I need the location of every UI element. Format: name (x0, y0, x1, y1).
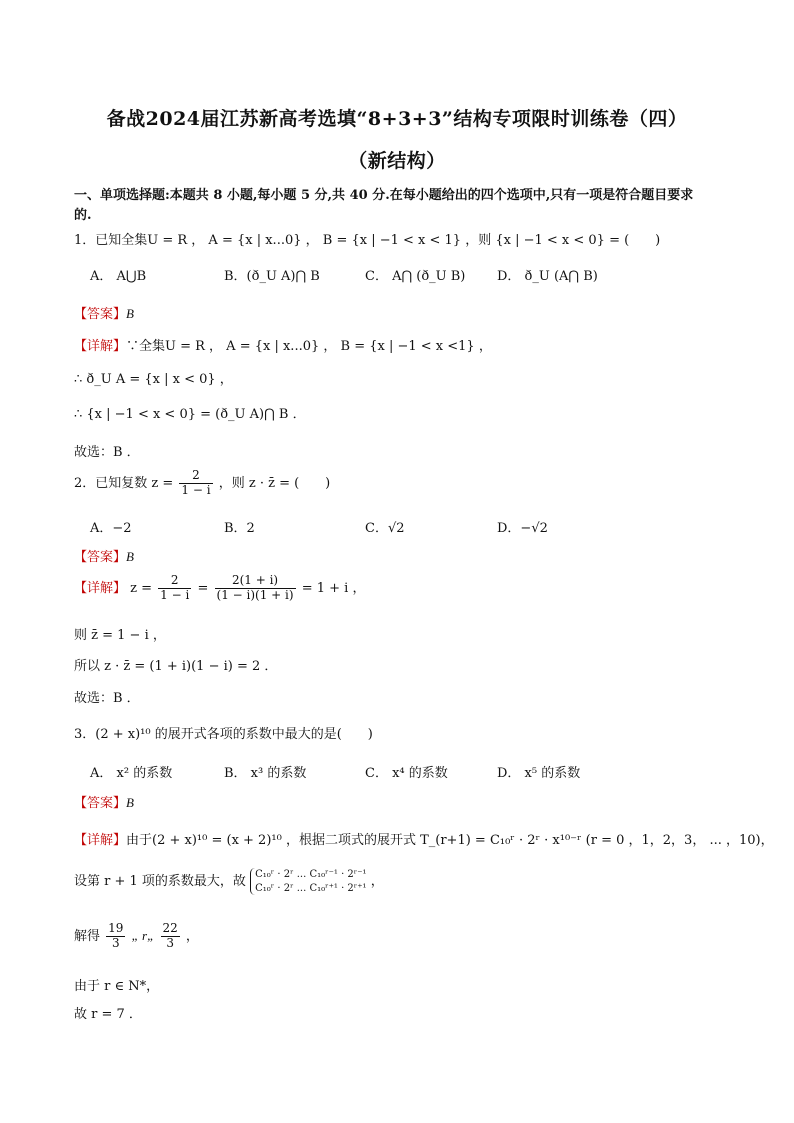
q2-stem (74, 469, 330, 498)
q3-d3-pre: 解得 (74, 928, 101, 944)
q2-frac-den: 1 − i (181, 482, 211, 497)
q2-detail-1 (74, 574, 365, 603)
exam-subtitle: （新结构） (348, 150, 446, 172)
q1-detail-1 (74, 335, 492, 354)
q1-answer-value: B (126, 306, 134, 321)
q3-detail-1 (74, 829, 774, 848)
q3-detail-5: 故 r = 7 ． (74, 1007, 142, 1022)
q2-fraction (179, 469, 212, 498)
q1-answer (74, 303, 134, 322)
q3-d3-mid: „ r„ (131, 927, 155, 943)
q3-option-d: D． x⁵ 的系数 (497, 766, 581, 781)
q2-option-d: D．−√2 (497, 521, 548, 536)
answer-tag: 【答案】 (74, 550, 127, 565)
detail-tag: 【详解】 (74, 339, 127, 354)
q3-option-b: B． x³ 的系数 (224, 766, 307, 781)
q3-ineq-row-2: C₁₀ʳ · 2ʳ ... C₁₀ʳ⁺¹ · 2ʳ⁺¹ (255, 882, 367, 894)
q3-detail-1-text: 由于(2 + x)¹⁰ = (x + 2)¹⁰ ，根据二项式的展开式 T_(r+1) = C₁₀ʳ · 2ʳ · x¹⁰⁻ʳ (r = 0 ，1，2，3， ... ，10)， (126, 833, 774, 848)
q2-option-c: C．√2 (365, 521, 405, 536)
q3-option-c: C． x⁴ 的系数 (365, 766, 448, 781)
q2-detail-4: 故选：B ． (74, 691, 140, 706)
q2-frac-num: 2 (179, 469, 212, 484)
q3-d3-frac-1-num: 19 (108, 921, 124, 935)
q2-option-a: A．−2 (90, 521, 132, 536)
q1-detail-3: ∴ {x | −1 < x < 0} = (ð_U A)⋂ B ． (74, 407, 306, 422)
q3-d3-frac-2-num: 22 (162, 921, 178, 935)
q1-detail-1-text: ∵全集U = R ， A = {x | x...0} ， B = {x | −1 < x <1} ， (126, 339, 492, 354)
section-heading-cont: 的. (74, 208, 92, 223)
q3-d3-frac-2-den: 3 (166, 935, 174, 950)
q2-d1-frac-2-den: (1 − i)(1 + i) (216, 587, 294, 602)
q2-detail-3: 所以 z · z̄ = (1 + i)(1 − i) = 2 ． (74, 659, 278, 674)
q3-detail-3 (74, 922, 199, 951)
q3-stem: 3．(2 + x)¹⁰ 的展开式各项的系数中最大的是( ) (74, 727, 373, 742)
q2-d1-frac-2 (215, 574, 296, 603)
q1-option-b: B．(ð_U A)⋂ B (224, 269, 320, 284)
q2-d1-frac-1-num: 2 (158, 574, 191, 589)
q3-answer-value: B (126, 795, 134, 810)
q1-detail-4: 故选：B ． (74, 445, 140, 460)
q1-detail-2: ∴ ð_U A = {x | x < 0} ， (74, 372, 233, 387)
q1-stem: 1．已知全集U = R ， A = {x | x...0} ， B = {x | −1 < x < 1} ，则 {x | −1 < x < 0} = ( ) (74, 233, 661, 248)
q2-detail-2: 则 z̄ = 1 − i ， (74, 628, 166, 643)
q1-option-d: D． ð_U (A⋂ B) (497, 269, 598, 284)
answer-tag: 【答案】 (74, 796, 127, 811)
q2-option-b: B．2 (224, 521, 255, 536)
q3-d3-frac-1-den: 3 (111, 935, 120, 950)
q3-d3-frac-2 (161, 922, 180, 951)
detail-tag: 【详解】 (74, 580, 127, 596)
detail-tag: 【详解】 (74, 833, 127, 848)
q2-stem-pre: 2．已知复数 z = (74, 475, 174, 491)
q3-d2-pre: 设第 r + 1 项的系数最大，故 (74, 874, 246, 889)
q2-d1-post: = 1 + i ， (301, 580, 366, 596)
q3-d3-frac-1 (106, 922, 125, 951)
q3-d3-post: ， (185, 928, 199, 944)
q2-answer-value: B (126, 549, 134, 564)
q3-ineq-row-1: C₁₀ʳ · 2ʳ ... C₁₀ʳ⁻¹ · 2ʳ⁻¹ (255, 869, 367, 880)
section-heading: 一、单项选择题:本题共 8 小题,每小题 5 分,共 40 分.在每小题给出的四个选项中,只有一项是符合题目要求 (74, 188, 694, 203)
q2-answer (74, 546, 134, 565)
q1-option-c: C． A⋂ (ð_U B) (365, 269, 466, 284)
q3-answer (74, 792, 134, 811)
q3-option-a: A． x² 的系数 (90, 766, 173, 781)
q2-d1-frac-1 (158, 574, 191, 603)
q3-d2-post: ， (370, 874, 384, 889)
q2-d1-frac-2-num: 2(1 + i) (215, 574, 296, 589)
q3-detail-4: 由于 r ∈ N*， (74, 979, 160, 994)
q3-inequality-system (250, 868, 367, 895)
q2-stem-post: ，则 z · z̄ = ( ) (218, 475, 331, 491)
q2-d1-pre: z = (130, 580, 153, 596)
q2-d1-frac-1-den: 1 − i (160, 587, 190, 602)
exam-title: 备战2024届江苏新高考选填“8+3+3”结构专项限时训练卷（四） (106, 108, 688, 130)
q1-option-a: A． A⋃B (90, 269, 147, 284)
q2-d1-eq: = (197, 580, 209, 596)
answer-tag: 【答案】 (74, 307, 127, 322)
q3-detail-2 (74, 868, 384, 895)
